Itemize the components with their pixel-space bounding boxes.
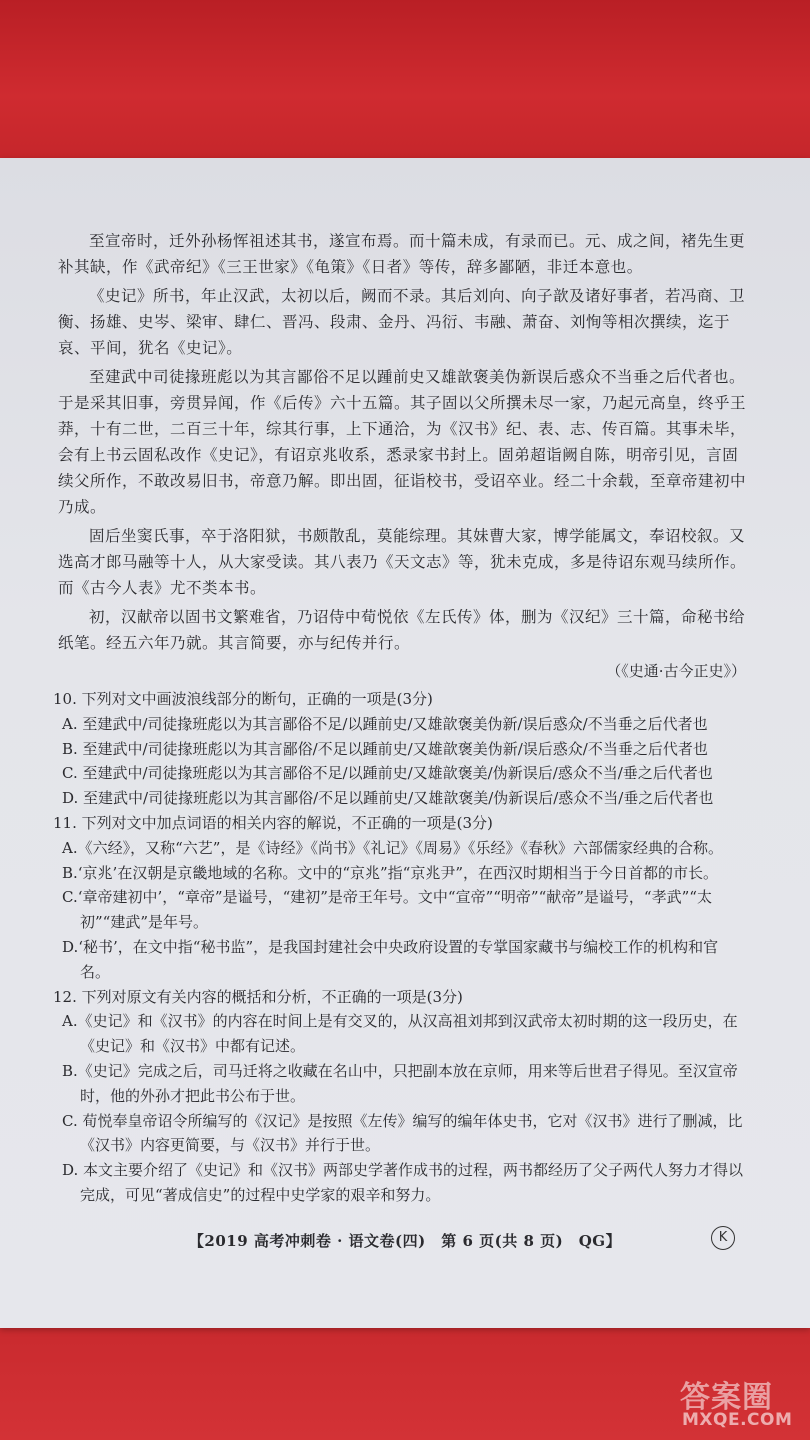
- option-a: A.《史记》和《汉书》的内容在时间上是有交叉的，从汉高祖刘邦到汉武帝太初时期的这一段历史，在《史记》和《汉书》中都有记述。: [62, 1012, 738, 1056]
- desk-background-top: [0, 0, 810, 160]
- question-stem: 12. 下列对原文有关内容的概括和分析，不正确的一项是(3分): [53, 987, 463, 1006]
- option-b: B.‘京兆’在汉朝是京畿地域的名称。文中的“京兆”指“京兆尹”，在西汉时期相当于今日首都的市长。: [62, 863, 719, 882]
- passage-paragraph-2: 《史记》所书，年止汉武，太初以后，阙而不录。其后刘向、向子歆及诸好事者，若冯商、卫衡、扬雄、史岑、梁审、肆仁、晋冯、段肃、金丹、冯衍、韦融、萧奋、刘恂等相次撰续，迄于哀、平间，犹名《史记》。: [58, 287, 746, 357]
- watermark-logo: [680, 1372, 798, 1432]
- option-b: B. 至建武中/司徒掾班彪以为其言鄙俗/不足以踵前史/又雄歆褒美伪新/误后惑众/不当垂之后代者也: [62, 739, 708, 758]
- passage-source: （《史通·古今正史》）: [606, 662, 746, 680]
- option-a: A. 至建武中/司徒掾班彪以为其言鄙俗不足/以踵前史/又雄歆褒美伪新/误后惑众/不当垂之后代者也: [62, 714, 708, 733]
- passage-paragraph-1: 至宣帝时，迁外孙杨恽祖述其书，遂宣布焉。而十篇未成，有录而已。元、成之间，褚先生更补其缺，作《武帝纪》《三王世家》《龟策》《日者》等传，辞多鄙陋，非迁本意也。: [58, 232, 746, 276]
- circled-k-mark: K: [711, 1226, 735, 1250]
- question-stem: 11. 下列对文中加点词语的相关内容的解说，不正确的一项是(3分): [53, 813, 493, 832]
- option-a: A.《六经》，又称“六艺”，是《诗经》《尚书》《礼记》《周易》《乐经》《春秋》六部儒家经典的合称。: [62, 838, 723, 857]
- exam-page: [0, 158, 810, 1328]
- option-b: B.《史记》完成之后，司马迁将之收藏在名山中，只把副本放在京师，用来等后世君子得见。至汉宣帝时，他的外孙才把此书公布于世。: [62, 1061, 738, 1105]
- watermark-domain-text: MXQE.COM: [682, 1410, 793, 1430]
- passage-paragraph-4: 固后坐窦氏事，卒于洛阳狱，书颇散乱，莫能综理。其妹曹大家，博学能属文，奉诏校叙。又选高才郎马融等十人，从大家受读。其八表乃《天文志》等，犹未克成，多是待诏东观马续所作。而《古今人表》尤不类本书。: [58, 527, 747, 597]
- option-c: C. 至建武中/司徒掾班彪以为其言鄙俗不足/以踵前史/又雄歆褒美/伪新误后/惑众不当/垂之后代者也: [62, 764, 713, 783]
- option-d: D. 至建武中/司徒掾班彪以为其言鄙俗/不足以踵前史/又雄歆褒美/伪新误后/惑众不当/垂之后代者也: [62, 789, 714, 808]
- option-d: D.‘秘书’，在文中指“秘书监”，是我国封建社会中央政府设置的专掌国家藏书与编校工作的机构和官名。: [62, 937, 719, 981]
- question-stem: 10. 下列对文中画波浪线部分的断句，正确的一项是(3分): [53, 690, 433, 708]
- option-d: D. 本文主要介绍了《史记》和《汉书》两部史学著作成书的过程，两书都经历了父子两代人努力才得以完成，可见“著成信史”的过程中史学家的艰辛和努力。: [62, 1161, 744, 1204]
- page-content: [53, 228, 748, 1208]
- passage-paragraph-5: 初，汉献帝以固书文繁难省，乃诏侍中荀悦依《左氏传》体，删为《汉纪》三十篇，命秘书给纸笔。经五六年乃就。其言简要，亦与纪传并行。: [58, 608, 746, 652]
- option-c: C.‘章帝建初中’，“章帝”是谥号，“建初”是帝王年号。文中“宣帝”“明帝”“献帝”是谥号，“孝武”“太初”“建武”是年号。: [62, 888, 712, 932]
- page-footer: 【2019 高考冲刺卷 · 语文卷(四) 第 6 页(共 8 页) QG】: [188, 1232, 622, 1250]
- watermark-main-text: 答案圈: [680, 1380, 773, 1415]
- question-11: [53, 811, 748, 985]
- option-c: C. 荀悦奉皇帝诏令所编写的《汉记》是按照《左传》编写的编年体史书，它对《汉书》进行了删减，比《汉书》内容更简要，与《汉书》并行于世。: [62, 1111, 743, 1155]
- question-10: [53, 687, 748, 811]
- passage-paragraph-3: 至建武中司徒掾班彪以为其言鄙俗不足以踵前史又雄歆褒美伪新误后惑众不当垂之后代者也。于是采其旧事，旁贯异闻，作《后传》六十五篇。其子固以父所撰未尽一家，乃起元高皇，终乎王莽，十有二世，二百三十年，综其行事，上下通洽，为《汉书》纪、表、志、传百篇。其事未毕，会有上书云固私改作《史记》，有诏京兆收系，悉录家书封上。固弟超诣阙自陈，明帝引见，言固续父所作，不敢改易旧书，帝意乃解。即出固，征诣校书，受诏卒业。经二十余载，至章帝建初中乃成。: [58, 368, 747, 516]
- question-12: [53, 985, 748, 1208]
